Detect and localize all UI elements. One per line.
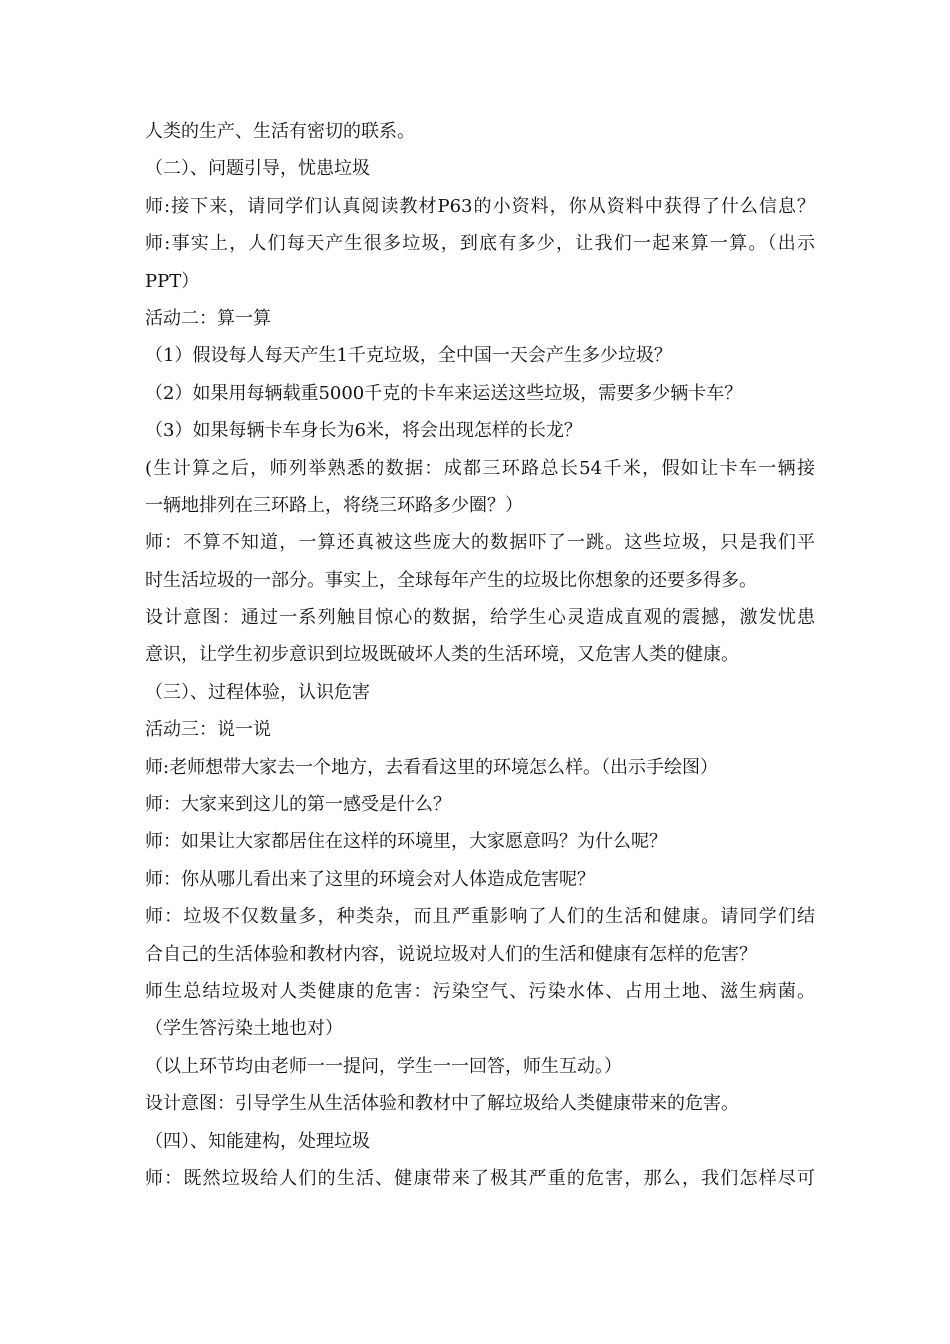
text-line: 时生活垃圾的一部分。事实上，全球每年产生的垃圾比你想象的还要多得多。 bbox=[145, 569, 757, 591]
question-item: （2）如果用每辆载重5000千克的卡车来运送这些垃圾，需要多少辆卡车？ bbox=[145, 382, 743, 404]
question-item: （3）如果每辆卡车身长为6米，将会出现怎样的长龙？ bbox=[145, 420, 582, 442]
text-line: 合自己的生活体验和教材内容，说说垃圾对人们的生活和健康有怎样的危害？ bbox=[145, 943, 757, 965]
section-heading: （二）、问题引导，忧患垃圾 bbox=[145, 158, 370, 180]
text-line: 师：你从哪儿看出来了这里的环境会对人体造成危害呢？ bbox=[145, 868, 595, 890]
text-line: （以上环节均由老师一一提问，学生一一回答，师生互动。） bbox=[145, 1055, 622, 1077]
activity-heading: 活动二：算一算 bbox=[145, 307, 271, 329]
design-intent-line: 设计意图：通过一系列触目惊心的数据，给学生心灵造成直观的震撼，激发忧患 bbox=[145, 607, 815, 629]
text-line: 师：既然垃圾给人们的生活、健康带来了极其严重的危害，那么，我们怎样尽可 bbox=[145, 1167, 815, 1189]
text-line: 师:事实上，人们每天产生很多垃圾，到底有多少，让我们一起来算一算。（出示 bbox=[145, 233, 815, 255]
question-item: （1）假设每人每天产生1千克垃圾，全中国一天会产生多少垃圾？ bbox=[145, 345, 672, 367]
text-line: (生计算之后，师列举熟悉的数据：成都三环路总长54千米，假如让卡车一辆接 bbox=[145, 457, 815, 479]
text-line: 师:老师想带大家去一个地方，去看看这里的环境怎么样。（出示手绘图） bbox=[145, 756, 719, 778]
text-line: （学生答污染土地也对） bbox=[145, 1018, 343, 1040]
text-line: 师：如果让大家都居住在这样的环境里，大家愿意吗？为什么呢？ bbox=[145, 831, 667, 853]
design-intent-line: 设计意图：引导学生从生活体验和教材中了解垃圾给人类健康带来的危害。 bbox=[145, 1093, 739, 1115]
section-heading: （四）、知能建构，处理垃圾 bbox=[145, 1130, 370, 1152]
section-heading: （三）、过程体验，认识危害 bbox=[145, 681, 370, 703]
document-body bbox=[145, 113, 815, 1197]
activity-heading: 活动三：说一说 bbox=[145, 719, 271, 741]
design-intent-line: 意识，让学生初步意识到垃圾既破坏人类的生活环境，又危害人类的健康。 bbox=[145, 644, 739, 666]
text-line: 师：不算不知道，一算还真被这些庞大的数据吓了一跳。这些垃圾，只是我们平 bbox=[145, 532, 815, 554]
text-line: PPT） bbox=[145, 270, 200, 292]
text-line: 一辆地排列在三环路上，将绕三环路多少圈？） bbox=[145, 494, 523, 516]
text-line: 师：大家来到这儿的第一感受是什么？ bbox=[145, 794, 451, 816]
text-line: 人类的生产、生活有密切的联系。 bbox=[145, 121, 415, 142]
text-line: 师:接下来，请同学们认真阅读教材P63的小资料，你从资料中获得了什么信息？ bbox=[145, 195, 815, 217]
text-line: 师生总结垃圾对人类健康的危害：污染空气、污染水体、占用土地、滋生病菌。 bbox=[145, 980, 815, 1002]
text-line: 师：垃圾不仅数量多，种类杂，而且严重影响了人们的生活和健康。请同学们结 bbox=[145, 906, 815, 928]
